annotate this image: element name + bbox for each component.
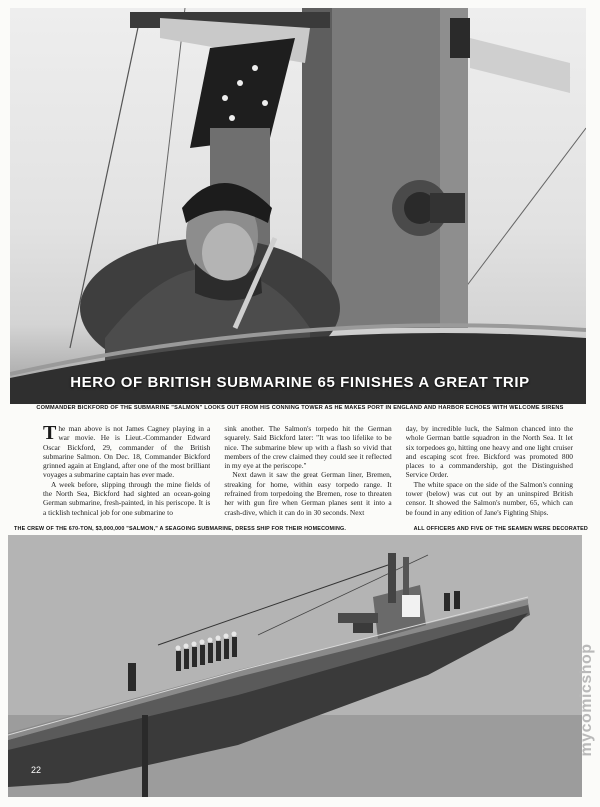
caption-bottom-right: ALL OFFICERS AND FIVE OF THE SEAMEN WERE DECORATED [413,526,588,532]
article-paragraph: The white space on the side of the Salmon's conning tower (below) was cut out by an uninspired British censor. It showed the Salmon's number, 65, which can be found in any edition of Jane's Fighting Ships. [405,479,573,517]
watermark [576,602,598,798]
commander-portrait-photo [10,8,586,404]
article-paragraph: sink another. The Salmon's torpedo hit the German squarely. Said Bickford later: "It was too lifelike to be nice. The submarine blew up with a flash so vivid that members of the crew claimed they could see it reflected in my eye at the periscope." [224,424,392,471]
watermark-text: mycomicshop [578,643,595,757]
article-body [43,424,573,522]
article-column-2 [224,424,391,522]
article-paragraph [43,424,210,480]
article-column-1 [43,424,210,522]
conning-tower-illustration [10,8,586,404]
article-paragraph: Next dawn it saw the great German liner, Bremen, streaking for home, within easy torpedo range. It refrained from torpedoing the Bremen, rose to threaten her with gun fire when German planes sent it into a crash-dive, which it can do in 30 seconds. Next [224,470,392,517]
photo-caption-bottom [14,526,588,532]
headline: HERO OF BRITISH SUBMARINE 65 FINISHES A GREAT TRIP [70,374,530,391]
submarine-crew-photo [8,535,582,797]
submarine-illustration [8,535,582,797]
photo-caption-top: COMMANDER BICKFORD OF THE SUBMARINE "SALMON" LOOKS OUT FROM HIS CONNING TOWER AS HE MAKES PORT IN ENGLAND AND HARBOR ECHOES WITH WELCOME SIRENS [36,405,564,411]
article-paragraph: A week before, slipping through the mine fields of the North Sea, Bickford had sighted an ocean-going German submarine, fresh-painted, in his periscope. It is a ticklish technical job for one submarine to [43,479,211,517]
page-number: 22 [31,765,42,775]
caption-bottom-left: THE CREW OF THE 670-TON, $3,000,000 "SALMON," A SEAGOING SUBMARINE, DRESS SHIP FOR THEIR HOMECOMING. [14,526,347,532]
drop-cap: T [43,424,57,444]
article-text: he man above is not James Cagney playing in a war movie. He is Lieut.-Commander Edward Oscar Bickford, 29, commander of the British submarine Salmon. On Dec. 18, Commander Bickford grinned again at England, after one of the most brilliant voyages a submarine captain has ever made. [43,424,211,480]
article-paragraph: day, by incredible luck, the Salmon chanced into the whole German battle squadron in the North Sea. It let six torpedoes go, hitting one heavy and one light cruiser and escaping scot free. Bickford was promoted 800 places to a commandership, got the Distinguished Service Order. [405,424,573,480]
article-column-3 [406,424,573,522]
